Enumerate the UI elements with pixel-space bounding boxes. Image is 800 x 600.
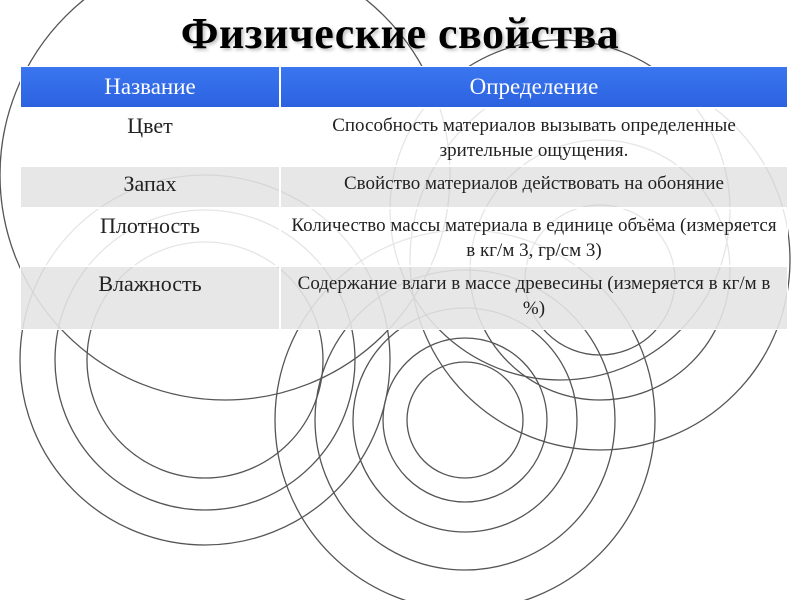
property-name: Плотность [20, 208, 280, 266]
background-circle [353, 308, 577, 532]
property-definition: Способность материалов вызывать определенные зрительные ощущения. [280, 108, 788, 166]
header-name: Название [20, 66, 280, 108]
property-name: Запах [20, 166, 280, 208]
table-header [20, 66, 788, 108]
slide-title: Физические свойства [180, 9, 620, 58]
property-name: Цвет [20, 108, 280, 166]
table-row [20, 108, 788, 166]
property-definition: Свойство материалов действовать на обоняние [280, 166, 788, 208]
table-row [20, 208, 788, 266]
properties-table [20, 66, 788, 330]
property-definition: Содержание влаги в массе древесины (измеряется в кг/м в %) [280, 266, 788, 330]
table-row [20, 166, 788, 208]
table-row [20, 266, 788, 330]
background-circle [407, 362, 523, 478]
property-definition: Количество массы материала в единице объёма (измеряется в кг/м 3, гр/см 3) [280, 208, 788, 266]
property-name: Влажность [20, 266, 280, 330]
header-definition: Определение [280, 66, 788, 108]
